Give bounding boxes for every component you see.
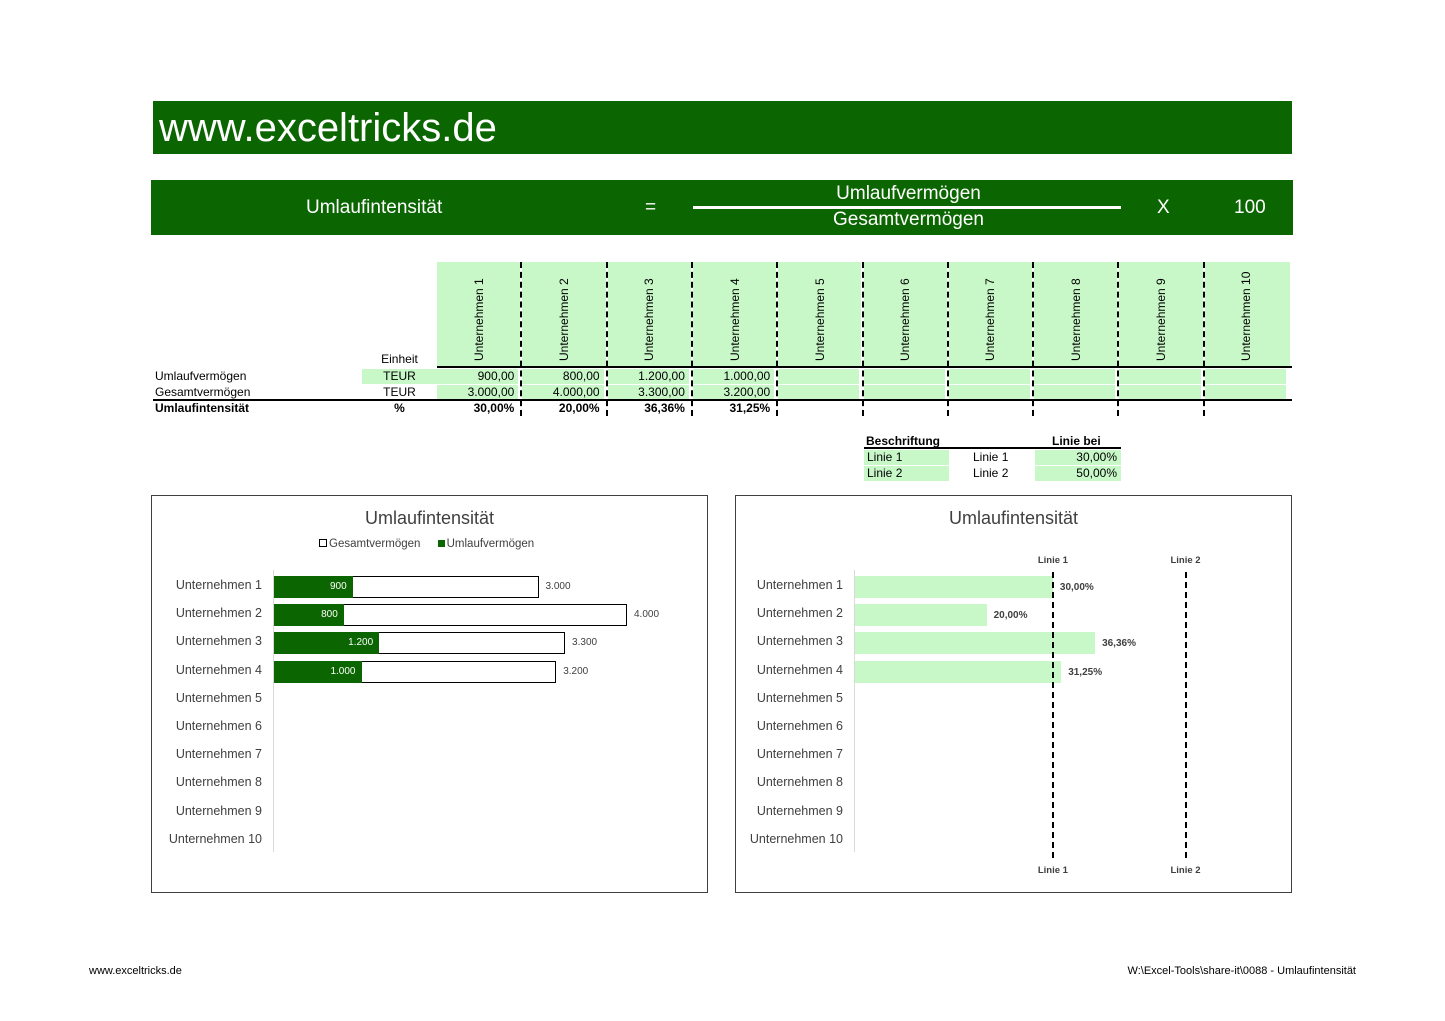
chart1-bar-umlauf: 1.200 bbox=[273, 632, 379, 654]
header-rule bbox=[437, 366, 1292, 368]
chart2-bar bbox=[854, 632, 1095, 654]
chart2-category-label: Unternehmen 1 bbox=[756, 578, 843, 592]
table-cell bbox=[1205, 401, 1286, 416]
column-header-cell bbox=[1205, 262, 1290, 367]
column-header-cell bbox=[778, 262, 861, 367]
column-header-cell bbox=[864, 262, 947, 367]
chart1-category-label: Unternehmen 9 bbox=[175, 803, 262, 818]
column-header-label: Unternehmen 6 bbox=[898, 278, 913, 361]
table-cell: 800,00 bbox=[522, 369, 603, 384]
chart1-label-gesamt: 3.300 bbox=[572, 637, 598, 649]
table-cell bbox=[1034, 385, 1115, 400]
row-unit: TEUR bbox=[362, 369, 437, 384]
chart2-category-label: Unternehmen 8 bbox=[756, 775, 843, 790]
chart1-bar-umlauf: 1.000 bbox=[273, 661, 362, 683]
table-cell bbox=[778, 385, 859, 400]
table-cell bbox=[778, 401, 859, 416]
chart2-bar bbox=[854, 661, 1061, 683]
chart1-category-label: Unternehmen 3 bbox=[175, 634, 262, 649]
chart1-category-label: Unternehmen 7 bbox=[175, 747, 262, 762]
column-header-cell bbox=[522, 262, 605, 367]
chart1-category-label: Unternehmen 4 bbox=[175, 662, 262, 677]
chart1-title: Umlaufintensität bbox=[364, 508, 495, 528]
table-cell: 3.300,00 bbox=[608, 385, 689, 400]
chart2-category-label: Unternehmen 7 bbox=[756, 747, 843, 762]
table-cell: 1.000,00 bbox=[693, 369, 774, 384]
chart2-category-label: Unternehmen 4 bbox=[756, 662, 843, 677]
reference-line bbox=[1052, 572, 1054, 858]
table-cell bbox=[778, 369, 859, 384]
row-label: Umlaufvermögen bbox=[155, 369, 247, 383]
table-cell: 36,36% bbox=[644, 401, 685, 415]
table-cell bbox=[1034, 369, 1115, 384]
chart1-bar-umlauf: 900 bbox=[273, 576, 353, 598]
formula-banner bbox=[151, 180, 1293, 235]
chart2-axis bbox=[854, 570, 855, 852]
chart2-value-label: 30,00% bbox=[1059, 582, 1094, 593]
lines-row1-name: Linie 1 bbox=[973, 450, 1009, 464]
lines-row1-caption: Linie 1 bbox=[864, 450, 949, 465]
footer-left: www.exceltricks.de bbox=[89, 965, 182, 977]
chart1-category-label: Unternehmen 8 bbox=[175, 775, 262, 790]
legend-label-umlauf: Umlaufvermögen bbox=[446, 538, 535, 550]
column-header-label: Unternehmen 2 bbox=[556, 278, 571, 361]
total-rule bbox=[153, 399, 1292, 401]
column-header-label: Unternehmen 9 bbox=[1154, 278, 1169, 361]
column-header-label: Unternehmen 5 bbox=[812, 278, 827, 361]
chart1-category-label: Unternehmen 2 bbox=[175, 606, 262, 621]
footer-right: W:\Excel-Tools\share-it\0088 - Umlaufintensität bbox=[1127, 965, 1356, 977]
column-header-label: Unternehmen 3 bbox=[642, 278, 657, 361]
banner-text: www.exceltricks.de bbox=[159, 106, 497, 150]
chart1-label-gesamt: 3.200 bbox=[563, 665, 589, 677]
table-cell: 20,00% bbox=[558, 401, 600, 415]
column-header-cell bbox=[693, 262, 776, 367]
column-header-cell bbox=[1119, 262, 1202, 367]
chart2-category-label: Unternehmen 2 bbox=[756, 606, 843, 621]
chart1-category-label: Unternehmen 6 bbox=[175, 719, 262, 733]
table-cell: 3.000,00 bbox=[437, 385, 518, 400]
table-cell: 1.200,00 bbox=[608, 369, 689, 384]
table-cell: 4.000,00 bbox=[522, 385, 603, 400]
table-cell bbox=[1119, 369, 1200, 384]
formula-denominator: Gesamtvermögen bbox=[832, 209, 984, 230]
lines-row2-value: 50,00% bbox=[1035, 466, 1121, 481]
column-header-cell bbox=[437, 262, 520, 367]
formula-lhs: Umlaufintensität bbox=[306, 197, 443, 218]
chart2-bar bbox=[854, 576, 1053, 598]
chart1-axis bbox=[273, 570, 274, 852]
lines-header-value: Linie bei bbox=[1052, 434, 1101, 448]
chart1-bar-umlauf: 800 bbox=[273, 604, 344, 626]
column-header-label: Unternehmen 10 bbox=[1239, 271, 1254, 361]
formula-factor: 100 bbox=[1234, 197, 1266, 218]
table-cell bbox=[1205, 385, 1286, 400]
column-header-cell bbox=[949, 262, 1032, 367]
chart2-value-label: 31,25% bbox=[1068, 666, 1103, 678]
chart2-title: Umlaufintensität bbox=[948, 508, 1079, 528]
chart1-category-label: Unternehmen 10 bbox=[168, 831, 262, 846]
table-cell bbox=[949, 401, 1030, 416]
formula-equals: = bbox=[645, 197, 657, 218]
table-cell bbox=[1034, 401, 1115, 416]
table-cell bbox=[864, 369, 945, 384]
chart2-value-label: 20,00% bbox=[993, 610, 1028, 622]
table-cell bbox=[1205, 369, 1286, 384]
column-header-label: Unternehmen 1 bbox=[471, 278, 486, 361]
table-cell bbox=[864, 401, 945, 416]
chart1-category-label: Unternehmen 5 bbox=[175, 690, 262, 705]
table-cell bbox=[864, 385, 945, 400]
chart1-label-gesamt: 3.000 bbox=[545, 581, 571, 592]
reference-line-top-label: Linie 2 bbox=[1170, 555, 1201, 566]
chart1-plot bbox=[152, 496, 707, 892]
chart2-plot bbox=[736, 496, 1291, 892]
table-cell: 30,00% bbox=[473, 401, 515, 415]
reference-line-bottom-label: Linie 1 bbox=[1037, 865, 1068, 876]
chart-stacked-assets bbox=[151, 495, 708, 893]
chart2-category-label: Unternehmen 6 bbox=[756, 719, 843, 733]
table-cell: 900,00 bbox=[437, 369, 518, 384]
chart2-category-label: Unternehmen 10 bbox=[749, 831, 843, 846]
table-cell: 31,25% bbox=[729, 401, 771, 415]
chart1-category-label: Unternehmen 1 bbox=[175, 578, 262, 592]
reference-line bbox=[1185, 572, 1187, 858]
lines-header-caption: Beschriftung bbox=[866, 434, 941, 448]
lines-header-rule bbox=[864, 447, 1121, 449]
reference-line-bottom-label: Linie 2 bbox=[1170, 865, 1201, 876]
table-cell bbox=[949, 385, 1030, 400]
einheit-label: Einheit bbox=[381, 352, 418, 366]
column-header-label: Unternehmen 8 bbox=[1068, 278, 1083, 361]
column-header-cell bbox=[1034, 262, 1117, 367]
chart2-bar bbox=[854, 604, 987, 626]
table-cell bbox=[1119, 401, 1200, 416]
formula-numerator: Umlaufvermögen bbox=[836, 183, 981, 204]
formula-times: X bbox=[1157, 197, 1170, 218]
table-cell bbox=[1119, 385, 1200, 400]
column-header-cell bbox=[608, 262, 691, 367]
legend-label-gesamt: Gesamtvermögen bbox=[329, 538, 421, 550]
chart2-category-label: Unternehmen 3 bbox=[756, 634, 843, 649]
chart1-label-gesamt: 4.000 bbox=[634, 609, 660, 621]
row-label: Gesamtvermögen bbox=[155, 385, 251, 399]
chart-intensity bbox=[735, 495, 1292, 893]
column-header-label: Unternehmen 7 bbox=[983, 278, 998, 361]
reference-line-top-label: Linie 1 bbox=[1037, 555, 1068, 566]
lines-row1-value: 30,00% bbox=[1035, 450, 1121, 465]
chart2-category-label: Unternehmen 9 bbox=[756, 803, 843, 818]
row-label: Umlaufintensität bbox=[155, 401, 250, 415]
row-unit: TEUR bbox=[383, 385, 416, 399]
table-cell bbox=[949, 369, 1030, 384]
row-unit: % bbox=[394, 401, 405, 415]
lines-row2-caption: Linie 2 bbox=[864, 466, 949, 481]
lines-row2-name: Linie 2 bbox=[973, 466, 1009, 480]
chart2-category-label: Unternehmen 5 bbox=[756, 690, 843, 705]
site-banner bbox=[153, 101, 1292, 154]
column-header-label: Unternehmen 4 bbox=[727, 278, 742, 361]
table-cell: 3.200,00 bbox=[693, 385, 774, 400]
chart2-value-label: 36,36% bbox=[1102, 638, 1136, 650]
